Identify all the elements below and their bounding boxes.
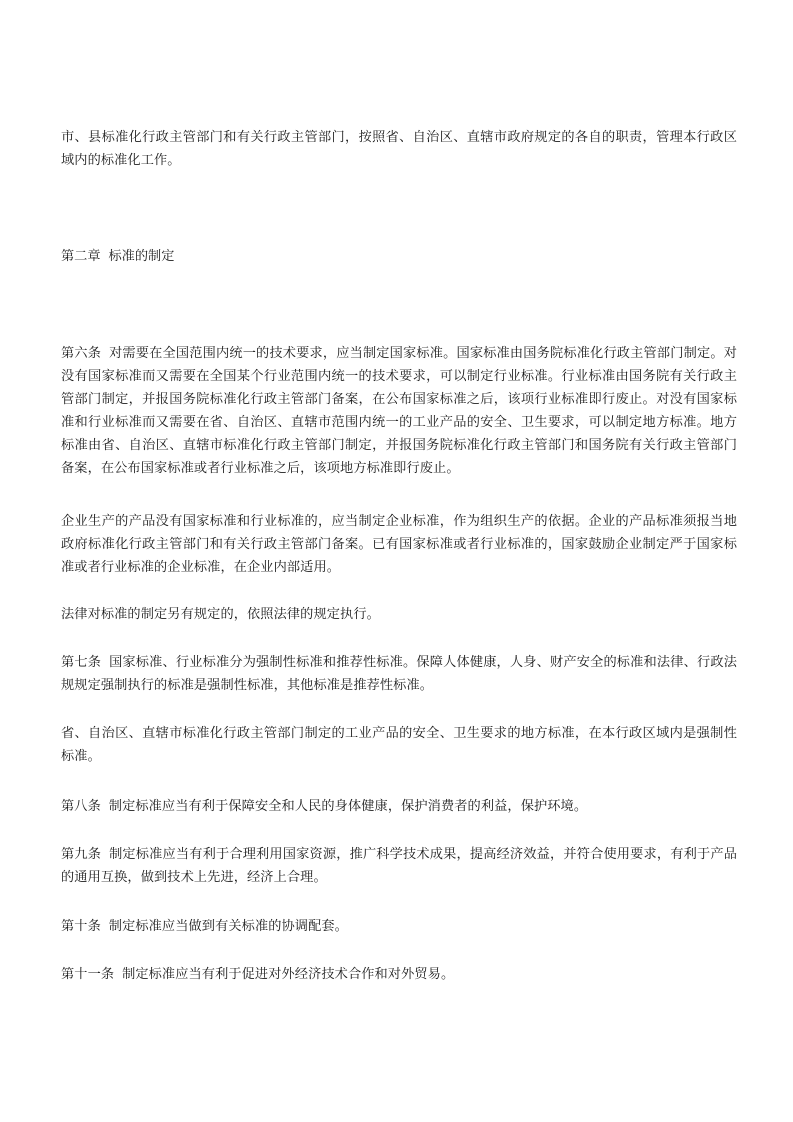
- paragraph-text: 法律对标准的制定另有规定的，依照法律的规定执行。: [61, 607, 380, 622]
- paragraph-text: 省、自治区、直辖市标准化行政主管部门制定的工业产品的安全、卫生要求的地方标准，在本行政区域内是强制性标准。: [61, 726, 737, 764]
- article-6-legal-provision: [61, 603, 737, 626]
- article-10: [61, 915, 737, 938]
- article-7: [61, 651, 737, 697]
- article-11: [61, 963, 737, 986]
- chapter-heading: [61, 245, 174, 268]
- article-text: 国家标准、行业标准分为强制性标准和推荐性标准。保障人体健康，人身、财产安全的标准和法律、行政法规规定强制执行的标准是强制性标准，其他标准是推荐性标准。: [61, 655, 737, 693]
- article-label: 第七条: [61, 655, 102, 670]
- article-text: 制定标准应当有利于合理利用国家资源，推广科学技术成果，提高经济效益，并符合使用要求，有利于产品的通用互换，做到技术上先进，经济上合理。: [61, 847, 737, 885]
- article-label: 第八条: [61, 799, 101, 814]
- article-text: 制定标准应当有利于保障安全和人民的身体健康，保护消费者的利益，保护环境。: [108, 799, 588, 814]
- article-label: 第六条: [61, 346, 102, 361]
- article-6: [61, 342, 737, 480]
- article-label: 第九条: [61, 847, 102, 862]
- article-label: 第十一条: [61, 967, 115, 982]
- chapter-title: 标准的制定: [108, 249, 175, 264]
- chapter-label: 第二章: [61, 249, 101, 264]
- article-text: 制定标准应当做到有关标准的协调配套。: [108, 919, 348, 934]
- paragraph-text: 市、县标准化行政主管部门和有关行政主管部门，按照省、自治区、直辖市政府规定的各自的职责，管理本行政区域内的标准化工作。: [61, 130, 737, 168]
- article-label: 第十条: [61, 919, 101, 934]
- paragraph-admin-duties: [61, 126, 737, 172]
- article-text: 对需要在全国范围内统一的技术要求，应当制定国家标准。国家标准由国务院标准化行政主管部门制定。对没有国家标准而又需要在全国某个行业范围内统一的技术要求，可以制定行业标准。行业标准由国务院有关行政主管部门制定，并报国务院标准化行政主管部门备案，在公布国家标准之后，该项行业标准即行废止。对没有国家标准和行业标准而又需要在省、自治区、直辖市范围内统一的工业产品的安全、卫生要求，可以制定地方标准。地方标准由省、自治区、直辖市标准化行政主管部门制定，并报国务院标准化行政主管部门和国务院有关行政主管部门备案，在公布国家标准或者行业标准之后，该项地方标准即行废止。: [61, 346, 737, 476]
- article-6-enterprise-standards: [61, 510, 737, 579]
- article-text: 制定标准应当有利于促进对外经济技术合作和对外贸易。: [122, 967, 455, 982]
- paragraph-text: 企业生产的产品没有国家标准和行业标准的，应当制定企业标准，作为组织生产的依据。企业的产品标准须报当地政府标准化行政主管部门和有关行政主管部门备案。已有国家标准或者行业标准的，国家鼓励企业制定严于国家标准或者行业标准的企业标准，在企业内部适用。: [61, 514, 737, 575]
- article-8: [61, 795, 737, 818]
- article-7-local-standards: [61, 722, 737, 768]
- article-9: [61, 843, 737, 889]
